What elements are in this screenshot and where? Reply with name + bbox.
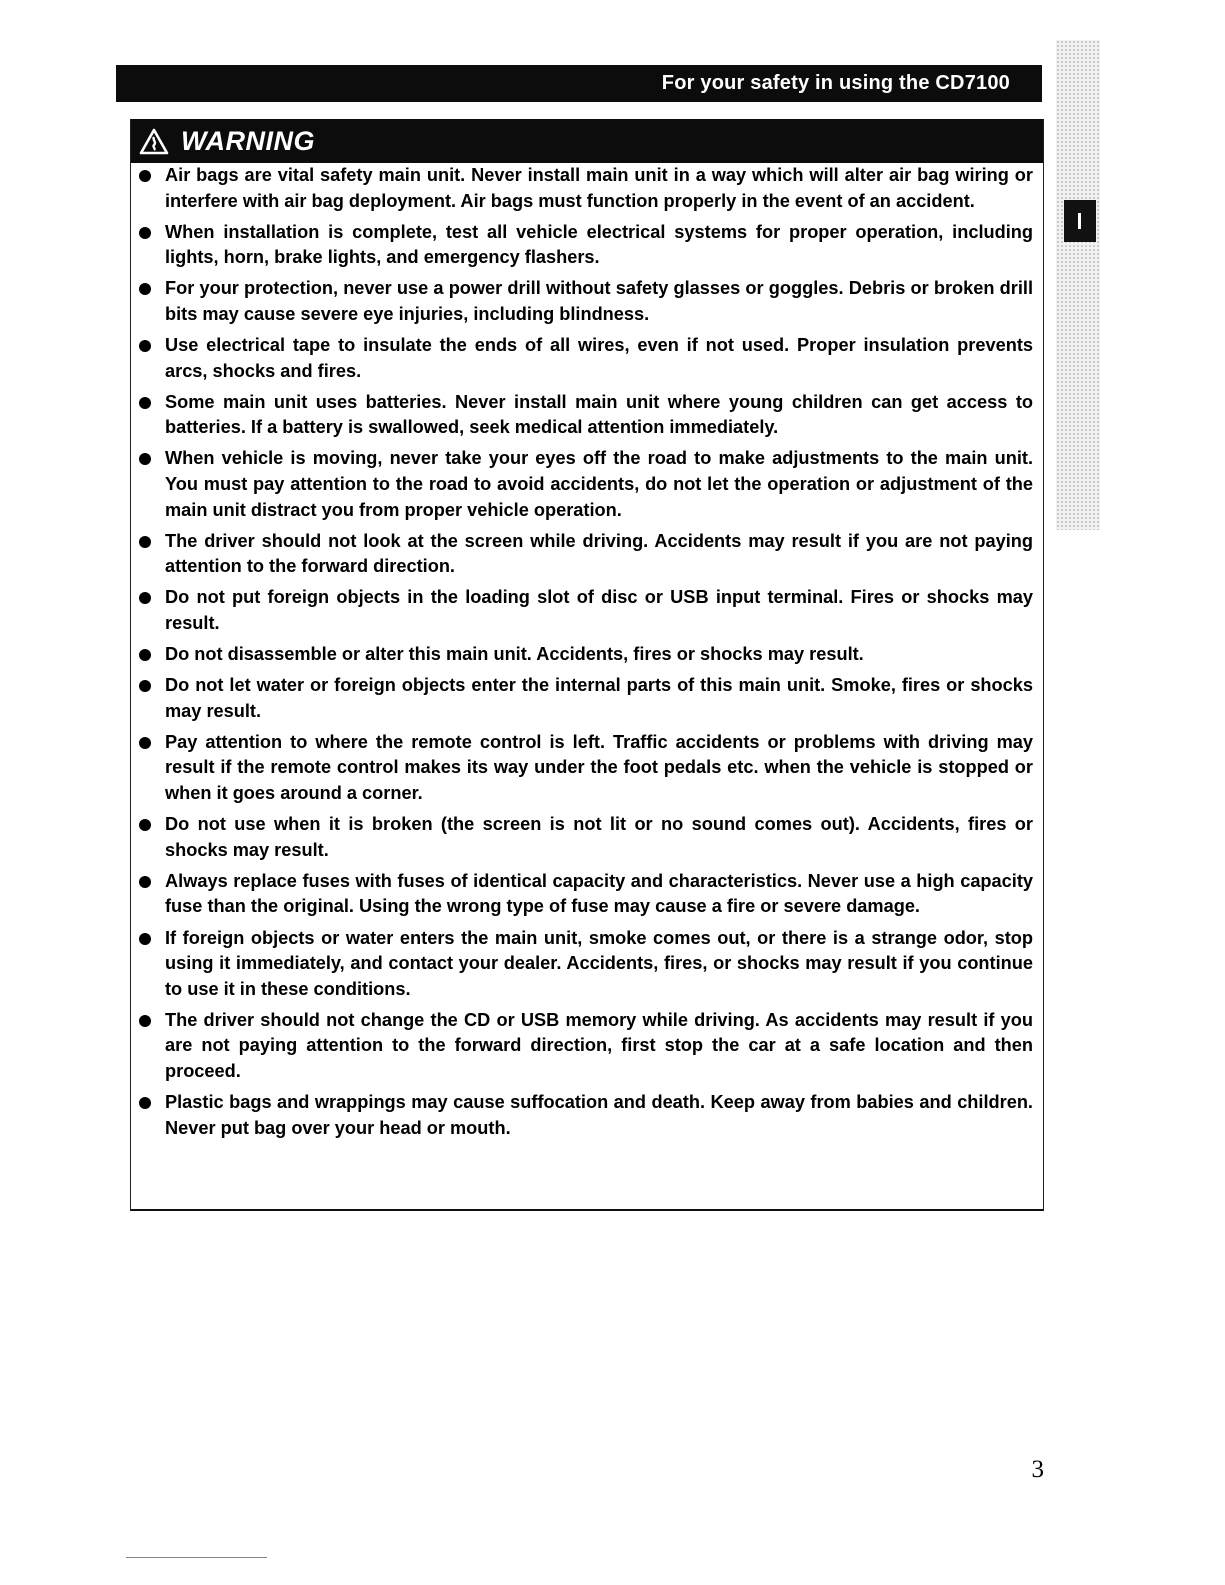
- header-bar: [116, 65, 1042, 102]
- footer-rule: [126, 1557, 267, 1558]
- warning-item-text: Air bags are vital safety main unit. Never install main unit in a way which will alter air bag wiring or interfere with air bag deployment. Air bags must function properly in the event of an accident.: [165, 165, 1033, 211]
- page-edge-shading: [1056, 40, 1100, 530]
- bullet-dot-icon: [139, 340, 151, 352]
- bullet-dot-icon: [139, 227, 151, 239]
- warning-item-text: Always replace fuses with fuses of identical capacity and characteristics. Never use a high capacity fuse than the original. Using the wrong type of fuse may cause a fire or severe damage.: [165, 870, 1033, 917]
- header-title: For your safety in using the CD7100: [661, 72, 1010, 94]
- warning-item-text: Plastic bags and wrappings may cause suffocation and death. Keep away from babies and children. Never put bag over your head or mouth.: [165, 1092, 1033, 1138]
- warning-item: [131, 642, 1043, 668]
- warning-item: [131, 1008, 1043, 1085]
- bullet-dot-icon: [139, 737, 151, 749]
- warning-item: [131, 869, 1043, 920]
- warning-item: [131, 333, 1043, 384]
- warning-list: [131, 163, 1043, 1147]
- warning-item-text: Use electrical tape to insulate the ends of all wires, even if not used. Proper insulation prevents arcs, shocks and fires.: [165, 335, 1033, 381]
- warning-title: WARNING: [181, 126, 315, 156]
- warning-item: [131, 673, 1043, 724]
- warning-item-text: Some main unit uses batteries. Never install main unit where young children can get access to batteries. If a battery is swallowed, seek medical attention immediately.: [165, 391, 1033, 438]
- section-tab-mark: [1078, 213, 1081, 229]
- warning-item: [131, 390, 1043, 441]
- warning-item-text: Do not use when it is broken (the screen is not lit or no sound comes out). Accidents, fires or shocks may result.: [165, 814, 1033, 860]
- bullet-dot-icon: [139, 592, 151, 604]
- warning-item: [131, 163, 1043, 214]
- warning-item: [131, 446, 1043, 523]
- warning-item: [131, 926, 1043, 1003]
- warning-item-text: Do not disassemble or alter this main unit. Accidents, fires or shocks may result.: [165, 644, 864, 665]
- warning-header: [131, 119, 1043, 163]
- warning-item: [131, 220, 1043, 271]
- bullet-dot-icon: [139, 397, 151, 409]
- warning-triangle-icon: [139, 128, 169, 155]
- warning-item-text: Do not let water or foreign objects enter the internal parts of this main unit. Smoke, fires or shocks may result.: [165, 675, 1033, 721]
- section-tab: [1064, 200, 1096, 242]
- bullet-dot-icon: [139, 536, 151, 548]
- bullet-dot-icon: [139, 933, 151, 945]
- warning-item: [131, 1090, 1043, 1141]
- warning-item-text: If foreign objects or water enters the main unit, smoke comes out, or there is a strange odor, stop using it immediately, and contact your dealer. Accidents, fires, or shocks may result if you continue to use it in these conditions.: [165, 927, 1033, 999]
- bullet-dot-icon: [139, 876, 151, 888]
- warning-box: [130, 119, 1044, 1211]
- bullet-dot-icon: [139, 453, 151, 465]
- warning-item-text: Do not put foreign objects in the loading slot of disc or USB input terminal. Fires or shocks may result.: [165, 587, 1033, 633]
- warning-item-text: When vehicle is moving, never take your eyes off the road to make adjustments to the main unit. You must pay attention to the road to avoid accidents, do not let the operation or adjustment of the main unit distract you from proper vehicle operation.: [165, 448, 1033, 520]
- bullet-dot-icon: [139, 1097, 151, 1109]
- bullet-dot-icon: [139, 680, 151, 692]
- warning-item: [131, 276, 1043, 327]
- warning-item-text: For your protection, never use a power drill without safety glasses or goggles. Debris or broken drill bits may cause severe eye injuries, including blindness.: [165, 278, 1033, 324]
- page-number: 3: [1031, 1456, 1044, 1483]
- bullet-dot-icon: [139, 819, 151, 831]
- warning-item: [131, 585, 1043, 636]
- warning-item: [131, 730, 1043, 807]
- warning-item-text: The driver should not change the CD or USB memory while driving. As accidents may result if you are not paying attention to the forward direction, first stop the car at a safe location and then proceed.: [165, 1009, 1033, 1081]
- bullet-dot-icon: [139, 649, 151, 661]
- warning-item: [131, 529, 1043, 580]
- warning-item: [131, 812, 1043, 863]
- warning-item-text: The driver should not look at the screen while driving. Accidents may result if you are not paying attention to the forward direction.: [165, 530, 1033, 577]
- bullet-dot-icon: [139, 283, 151, 295]
- warning-item-text: Pay attention to where the remote control is left. Traffic accidents or problems with driving may result if the remote control makes its way under the foot pedals etc. when the vehicle is stopped or when it goes around a corner.: [165, 731, 1033, 804]
- warning-item-text: When installation is complete, test all vehicle electrical systems for proper operation, including lights, horn, brake lights, and emergency flashers.: [165, 221, 1033, 268]
- bullet-dot-icon: [139, 1015, 151, 1027]
- bullet-dot-icon: [139, 170, 151, 182]
